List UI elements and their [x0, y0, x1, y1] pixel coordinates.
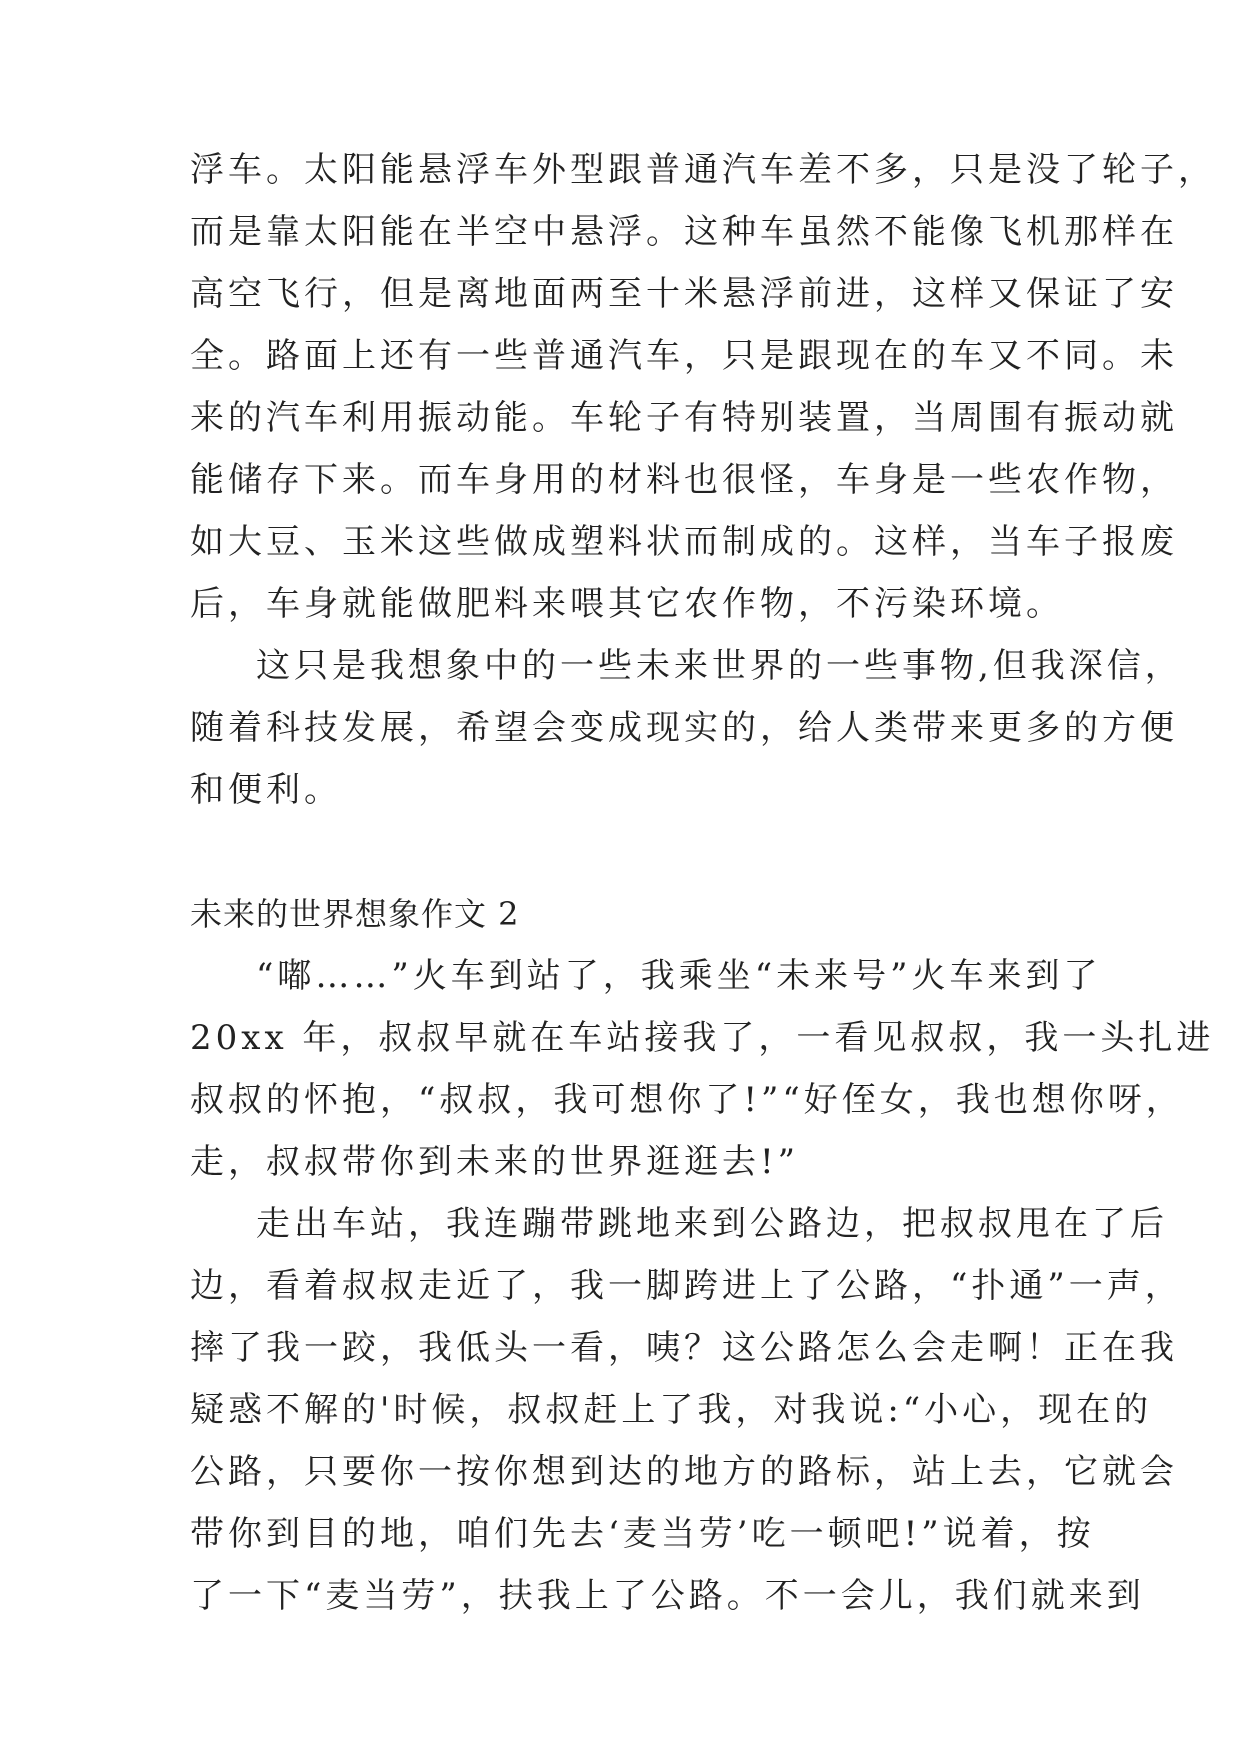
text-line: 公路，只要你一按你想到达的地方的路标，站上去，它就会	[190, 1452, 1178, 1492]
text-line: 疑惑不解的'时候，叔叔赶上了我，对我说:“小心，现在的	[190, 1390, 1153, 1430]
text-line: 了一下“麦当劳”，扶我上了公路。不一会儿，我们就来到	[190, 1576, 1145, 1616]
text-line: 能储存下来。而车身用的材料也很怪，车身是一些农作物，	[190, 460, 1178, 500]
text-line: 走出车站，我连蹦带跳地来到公路边，把叔叔甩在了后	[256, 1204, 1168, 1244]
text-line: 来的汽车利用振动能。车轮子有特别装置，当周围有振动就	[190, 398, 1178, 438]
text-line: 后，车身就能做肥料来喂其它农作物，不污染环境。	[190, 584, 1064, 624]
text-line: 和便利。	[190, 770, 342, 810]
text-line: 随着科技发展，希望会变成现实的，给人类带来更多的方便	[190, 708, 1178, 748]
text-line: 全。路面上还有一些普通汽车，只是跟现在的车又不同。未	[190, 336, 1178, 376]
text-line: 20xx 年，叔叔早就在车站接我了，一看见叔叔，我一头扎进	[190, 1018, 1215, 1058]
text-line: 如大豆、玉米这些做成塑料状而制成的。这样，当车子报废	[190, 522, 1178, 562]
paragraph-moving-road	[190, 1193, 1183, 1627]
text-line: 这只是我想象中的一些未来世界的一些事物,但我深信，	[256, 646, 1183, 686]
paragraph-train-arrival	[190, 945, 1215, 1193]
paragraph-conclusion	[190, 635, 1183, 821]
text-line: 叔叔的怀抱，“叔叔，我可想你了!”“好侄女，我也想你呀，	[190, 1080, 1184, 1120]
text-line: 摔了我一跤，我低头一看，咦？这公路怎么会走啊！正在我	[190, 1328, 1178, 1368]
text-line: “嘟……”火车到站了，我乘坐“未来号”火车来到了	[256, 956, 1102, 996]
text-line: 边，看着叔叔走近了，我一脚跨进上了公路，“扑通”一声，	[190, 1266, 1183, 1306]
document-body	[190, 139, 1216, 1627]
paragraph-solar-car	[190, 139, 1216, 635]
text-line: 而是靠太阳能在半空中悬浮。这种车虽然不能像飞机那样在	[190, 212, 1178, 252]
text-line: 浮车。太阳能悬浮车外型跟普通汽车差不多，只是没了轮子，	[190, 150, 1216, 190]
text-line: 走，叔叔带你到未来的世界逛逛去!”	[190, 1142, 800, 1182]
text-line: 高空飞行，但是离地面两至十米悬浮前进，这样又保证了安	[190, 274, 1178, 314]
text-line: 带你到目的地，咱们先去‘麦当劳’吃一顿吧!”说着，按	[190, 1514, 1095, 1554]
section-gap	[190, 821, 1070, 883]
section-heading: 未来的世界想象作文 2	[190, 895, 520, 933]
